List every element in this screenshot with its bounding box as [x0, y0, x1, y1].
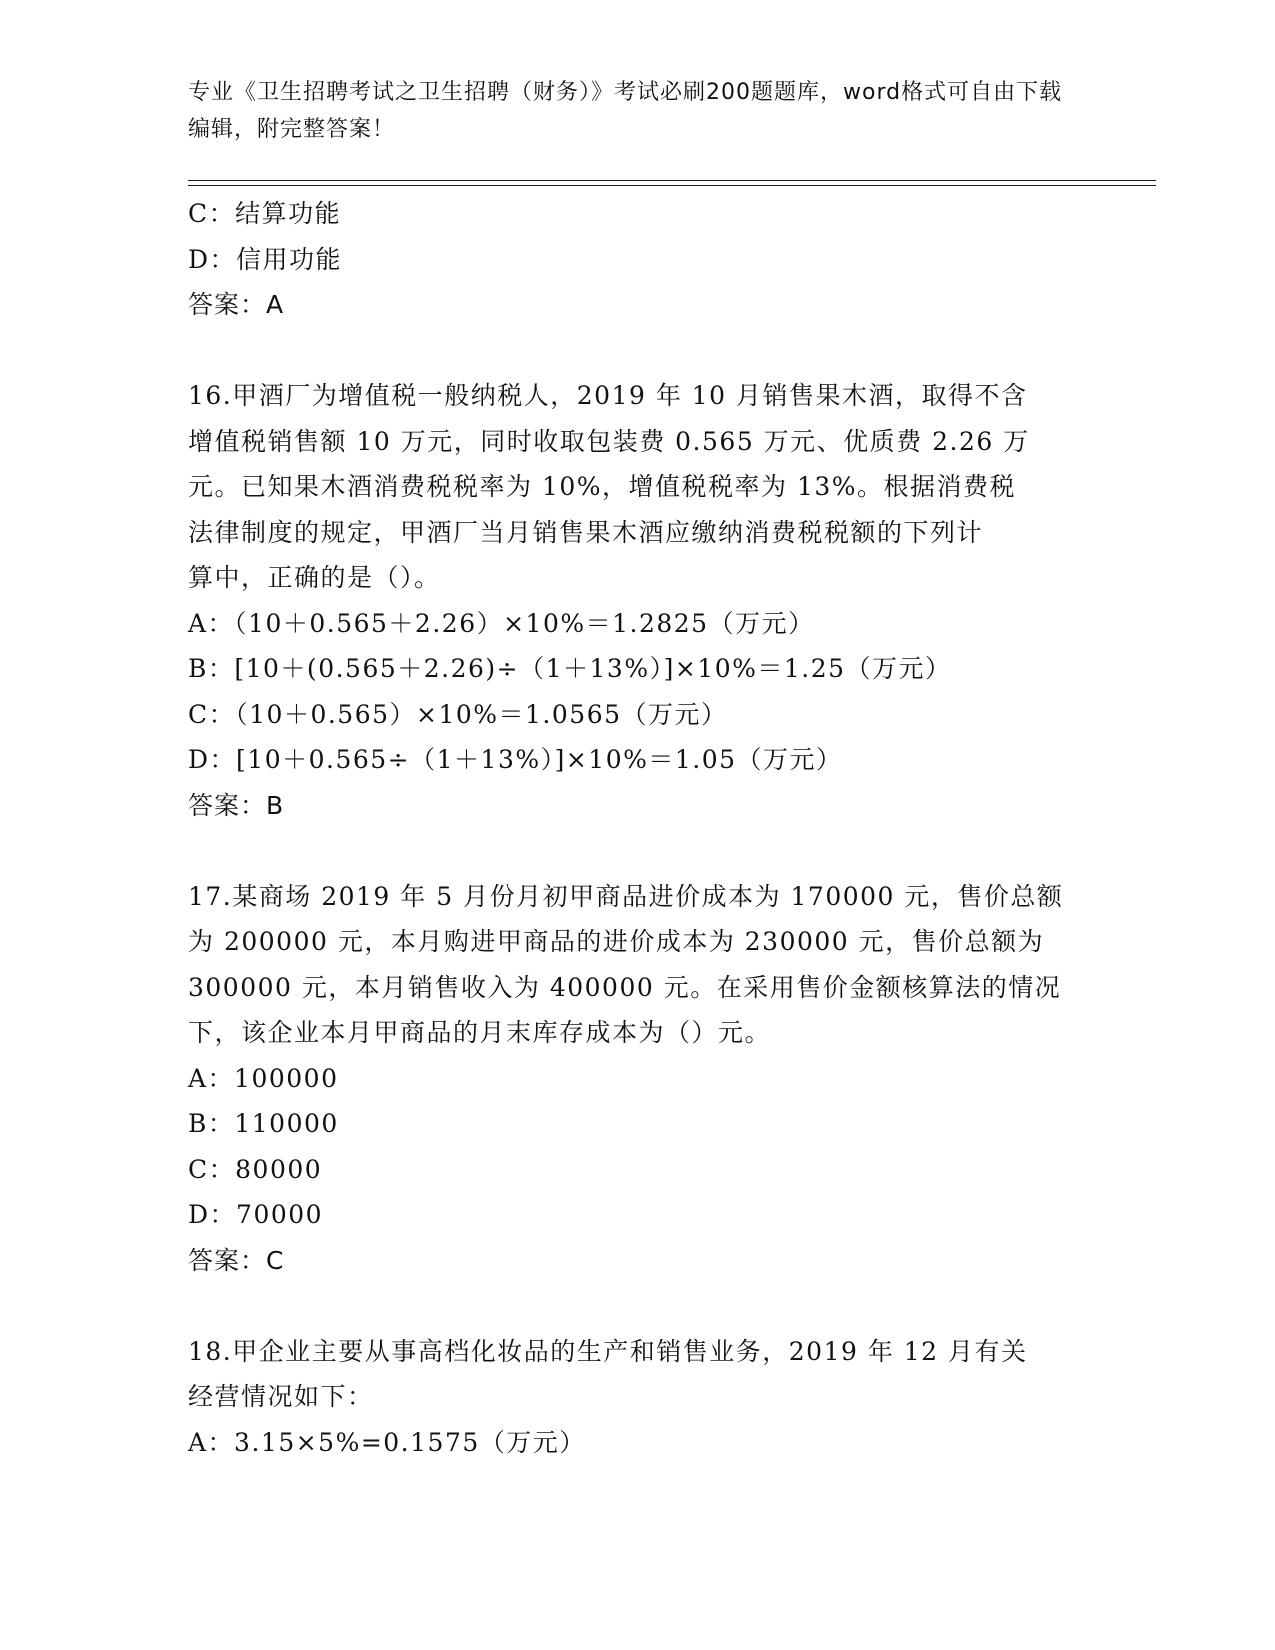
- question-16-option-d: D：[10＋0.565÷（1＋13%）]×10%＝1.05（万元）: [188, 745, 843, 774]
- option-c: C：结算功能: [188, 199, 342, 228]
- question-16-option-b: B：[10＋(0.565＋2.26)÷（1＋13%）]×10%＝1.25（万元）: [188, 654, 952, 683]
- question-17-text: 300000 元，本月销售收入为 400000 元。在采用售价金额核算法的情况: [188, 972, 1062, 1002]
- option-d: D：信用功能: [188, 244, 343, 274]
- question-18-option-a: A：3.15×5%=0.1575（万元）: [188, 1427, 586, 1457]
- document-body: [188, 191, 1088, 1465]
- question-16-option-c: C：（10＋0.565）×10%＝1.0565（万元）: [188, 699, 728, 729]
- header-rule-bottom: [188, 185, 1156, 186]
- question-16-text: 元。已知果木酒消费税税率为 10%，增值税税率为 13%。根据消费税: [188, 472, 1017, 501]
- spacer: [188, 828, 1088, 874]
- question-17-option-d: D：70000: [188, 1200, 324, 1229]
- question-17-option-b: B：110000: [188, 1109, 339, 1138]
- question-17-option-a: A：100000: [188, 1063, 339, 1093]
- answer-line: 答案：A: [188, 290, 285, 319]
- question-17-option-c: C：80000: [188, 1154, 323, 1184]
- question-17-text: 下，该企业本月甲商品的月末库存成本为（）元。: [188, 1018, 772, 1047]
- question-16-text: 算中，正确的是（）。: [188, 563, 441, 592]
- question-16-option-a: A：（10＋0.565＋2.26）×10%＝1.2825（万元）: [188, 608, 815, 638]
- question-18-text: 18.甲企业主要从事高档化妆品的生产和销售业务，2019 年 12 月有关: [188, 1336, 1028, 1366]
- question-17-text: 17.某商场 2019 年 5 月份月初甲商品进价成本为 170000 元，售价总额: [188, 881, 1064, 911]
- question-16-text: 法律制度的规定，甲酒厂当月销售果木酒应缴纳消费税税额的下列计: [188, 517, 984, 547]
- document-header: 专业《卫生招聘考试之卫生招聘（财务）》考试必刷200题题库，word格式可自由下载编辑，附完整答案！: [188, 80, 1063, 142]
- question-16-answer: 答案：B: [188, 790, 285, 820]
- header-rule-top: [188, 180, 1156, 181]
- question-17-answer: 答案：C: [188, 1245, 285, 1275]
- spacer: [188, 1283, 1088, 1329]
- question-17-text: 为 200000 元，本月购进甲商品的进价成本为 230000 元，售价总额为: [188, 927, 1045, 956]
- question-18-text: 经营情况如下：: [188, 1382, 374, 1411]
- question-16-text: 增值税销售额 10 万元，同时收取包装费 0.565 万元、优质费 2.26 万: [188, 426, 1030, 456]
- spacer: [188, 328, 1088, 374]
- question-16-text: 16.甲酒厂为增值税一般纳税人，2019 年 10 月销售果木酒，取得不含: [188, 381, 1028, 410]
